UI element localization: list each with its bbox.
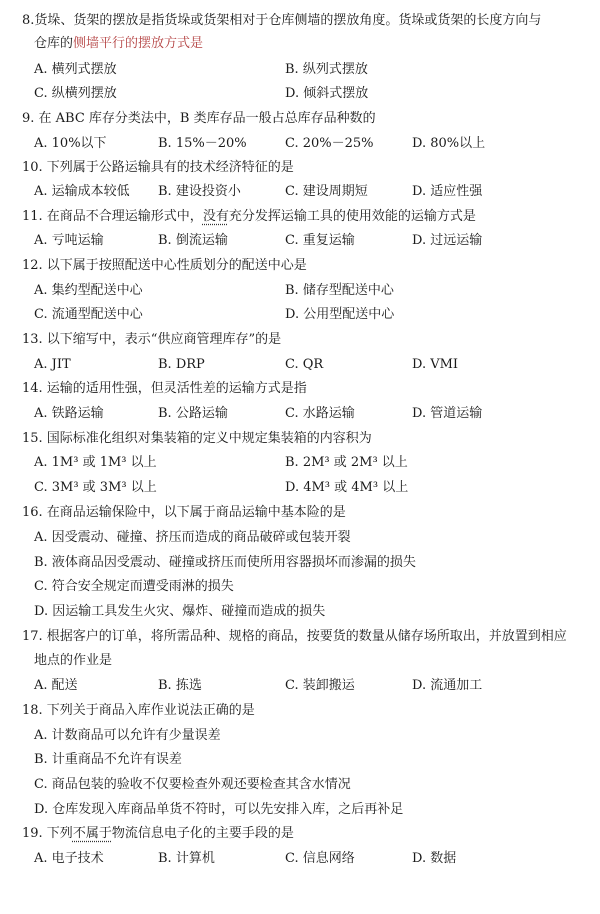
question-8-stem-part-2: 仓库的 [34,36,74,51]
question-8-option-d[interactable]: D. 倾斜式摆放 [285,86,369,101]
question-19-stem-post: 物流信息电子化的主要手段的是 [111,826,294,841]
question-17-option-d[interactable]: D. 流通加工 [412,678,483,693]
question-16-option-a[interactable]: A. 因受震动、碰撞、挤压而造成的商品破碎或包装开裂 [34,530,351,545]
question-18-stem-text: 18. 下列关于商品入库作业说法正确的是 [22,703,255,718]
question-8-stem-line-2 [22,33,592,55]
question-17-stem-line-1 [22,626,592,648]
question-16-option-c[interactable]: C. 符合安全规定而遭受雨淋的损失 [34,579,234,594]
question-17-stem-part-1: 17. 根据客户的订单，将所需品种、规格的商品，按要货的数量从储存场所取出，并放置到相应 [22,629,567,644]
question-17-option-b[interactable]: B. 拣选 [158,678,202,693]
question-12-option-d[interactable]: D. 公用型配送中心 [285,307,395,322]
question-14-option-b[interactable]: B. 公路运输 [158,406,228,421]
question-16-option-d[interactable]: D. 因运输工具发生火灾、爆炸、碰撞而造成的损失 [34,604,326,619]
question-14-options [22,403,592,425]
question-9-options [22,133,592,155]
question-15-options-row-1 [22,452,592,474]
question-12-stem-text: 12. 以下属于按照配送中心性质划分的配送中心是 [22,258,307,273]
question-12-options-row-1 [22,280,592,302]
question-11-stem-emphasis: 没有 [202,209,229,224]
question-12-options-row-2 [22,304,592,326]
question-16-option-a-row [22,527,592,549]
question-18-option-d-row [22,799,592,821]
question-9-option-b[interactable]: B. 15%－20% [158,136,247,151]
question-10-stem [22,157,592,179]
question-18-option-a[interactable]: A. 计数商品可以允许有少量误差 [34,728,221,743]
question-13-stem [22,329,592,351]
question-16-option-c-row [22,576,592,598]
question-19-stem [22,823,592,845]
question-16-stem-text: 16. 在商品运输保险中，以下属于商品运输中基本险的是 [22,505,346,520]
question-11-option-d[interactable]: D. 过远运输 [412,233,483,248]
question-10-option-c[interactable]: C. 建设周期短 [285,184,368,199]
question-17-option-a[interactable]: A. 配送 [34,678,78,693]
question-8-options-row-2 [22,83,592,105]
question-11-options [22,230,592,252]
question-8-options-row-1 [22,59,592,81]
question-14-stem [22,378,592,400]
question-16-stem [22,502,592,524]
question-15-options-row-2 [22,477,592,499]
question-13-option-d[interactable]: D. VMI [412,357,459,372]
question-14-option-a[interactable]: A. 铁路运输 [34,406,104,421]
question-13-stem-text: 13. 以下缩写中，表示“供应商管理库存”的是 [22,332,282,347]
question-17-stem-part-2: 地点的作业是 [34,653,113,668]
question-12-stem [22,255,592,277]
question-11-stem-post: 充分发挥运输工具的使用效能的运输方式是 [228,209,476,224]
question-19-option-c[interactable]: C. 信息网络 [285,851,355,866]
question-14-stem-text: 14. 运输的适用性强，但灵活性差的运输方式是指 [22,381,307,396]
question-15-option-c[interactable]: C. 3M³ 或 3M³ 以上 [34,480,157,495]
question-18-option-c[interactable]: C. 商品包装的验收不仅要检查外观还要检查其含水情况 [34,777,351,792]
question-13-option-b[interactable]: B. DRP [158,357,205,372]
question-11-stem [22,206,592,228]
question-9-option-d[interactable]: D. 80%以上 [412,136,486,151]
question-14-option-d[interactable]: D. 管道运输 [412,406,483,421]
question-17-option-c[interactable]: C. 装卸搬运 [285,678,355,693]
question-8-stem-highlight: 侧墙平行的摆放方式是 [73,36,204,51]
question-18-option-d[interactable]: D. 仓库发现入库商品单货不符时，可以先安排入库，之后再补足 [34,802,404,817]
question-17-options [22,675,592,697]
question-15-stem-text: 15. 国际标准化组织对集装箱的定义中规定集装箱的内容积为 [22,431,372,446]
question-18-option-b[interactable]: B. 计重商品不允许有误差 [34,752,182,767]
question-8-stem-line-2-text [34,33,203,55]
question-11-option-c[interactable]: C. 重复运输 [285,233,355,248]
question-8-stem-line-1 [22,10,592,32]
question-9-option-c[interactable]: C. 20%－25% [285,136,374,151]
question-9-stem [22,108,592,130]
question-15-option-a[interactable]: A. 1M³ 或 1M³ 以上 [34,455,157,470]
question-16-option-b[interactable]: B. 液体商品因受震动、碰撞或挤压而使所用容器损坏而渗漏的损失 [34,555,416,570]
question-15-option-b[interactable]: B. 2M³ 或 2M³ 以上 [285,455,408,470]
question-15-stem [22,428,592,450]
question-19-option-b[interactable]: B. 计算机 [158,851,215,866]
question-18-option-b-row [22,749,592,771]
question-16-option-b-row [22,552,592,574]
question-11-option-a[interactable]: A. 亏吨运输 [34,233,104,248]
question-11-option-b[interactable]: B. 倒流运输 [158,233,228,248]
question-18-stem [22,700,592,722]
question-13-option-c[interactable]: C. QR [285,357,324,372]
question-13-option-a[interactable]: A. JIT [34,357,71,372]
question-18-option-a-row [22,725,592,747]
question-10-option-b[interactable]: B. 建设投资小 [158,184,241,199]
question-18-option-c-row [22,774,592,796]
question-10-stem-text: 10. 下列属于公路运输具有的技术经济特征的是 [22,160,294,175]
question-8-option-c[interactable]: C. 纵横列摆放 [34,86,117,101]
question-11-stem-pre: 11. 在商品不合理运输形式中， [22,209,203,224]
question-12-option-c[interactable]: C. 流通型配送中心 [34,307,143,322]
question-12-option-a[interactable]: A. 集约型配送中心 [34,283,143,298]
question-9-option-a[interactable]: A. 10%以下 [34,136,107,151]
question-17-stem-line-2 [22,650,592,672]
question-13-options [22,354,592,376]
question-19-stem-emphasis: 不属于 [72,826,112,841]
question-14-option-c[interactable]: C. 水路运输 [285,406,355,421]
question-8-stem-part-1: 8.货垛、货架的摆放是指货垛或货架相对于仓库侧墙的摆放角度。货垛或货架的长度方向与 [22,13,542,28]
question-12-option-b[interactable]: B. 储存型配送中心 [285,283,394,298]
question-8-option-a[interactable]: A. 横列式摆放 [34,62,117,77]
question-9-stem-text: 9. 在 ABC 库存分类法中，B 类库存品一般占总库存品种数的 [22,111,376,126]
question-19-option-d[interactable]: D. 数据 [412,851,457,866]
question-15-option-d[interactable]: D. 4M³ 或 4M³ 以上 [285,480,409,495]
question-10-option-a[interactable]: A. 运输成本较低 [34,184,130,199]
question-19-stem-pre: 19. 下列 [22,826,73,841]
question-8-option-b[interactable]: B. 纵列式摆放 [285,62,368,77]
question-10-options [22,181,592,203]
question-10-option-d[interactable]: D. 适应性强 [412,184,483,199]
question-19-options [22,848,592,870]
question-16-option-d-row [22,601,592,623]
question-19-option-a[interactable]: A. 电子技术 [34,851,104,866]
